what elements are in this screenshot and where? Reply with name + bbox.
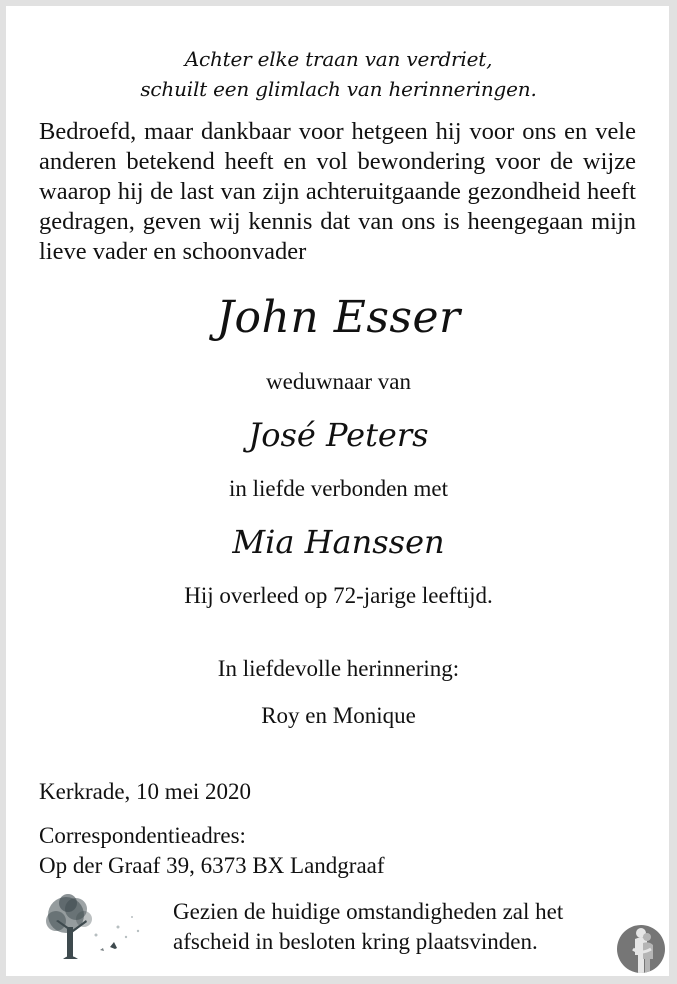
relation2-label: in liefde verbonden met [228,476,449,501]
relation1-name: José Peters [248,416,429,454]
relation1-label: weduwnaar van [266,369,411,394]
deceased-name: John Esser [216,292,461,343]
mourning-figures-logo-icon [617,925,665,973]
intro-paragraph: Bedroefd, maar dankbaar voor hetgeen hij voor ons en vele anderen betekend heeft en vol bewondering voor de wijze waarop hij de last van zijn achteruitgaande gezondheid heeft gedragen, geven wij kennis dat van ons is heengegaan mijn lieve vader en schoonvader [39,118,636,265]
relation2-name: Mia Hanssen [232,523,445,561]
tree-illustration-icon [38,887,148,967]
motto-line-2: schuilt een glimlach van herinneringen. [140,77,537,101]
age-statement: Hij overleed op 72-jarige leeftijd. [184,583,493,608]
motto-line-1: Achter elke traan van verdriet, [184,47,493,71]
place-date: Kerkrade, 10 mei 2020 [39,779,252,804]
notice-line-1: Gezien de huidige omstandigheden zal het [173,899,564,924]
correspondence-label: Correspondentieadres: [39,823,246,848]
correspondence-address: Op der Graaf 39, 6373 BX Landgraaf [39,853,385,878]
memory-names: Roy en Monique [261,703,416,728]
memory-label: In liefdevolle herinnering: [217,656,460,681]
notice-line-2: afscheid in besloten kring plaatsvinden. [173,929,538,954]
